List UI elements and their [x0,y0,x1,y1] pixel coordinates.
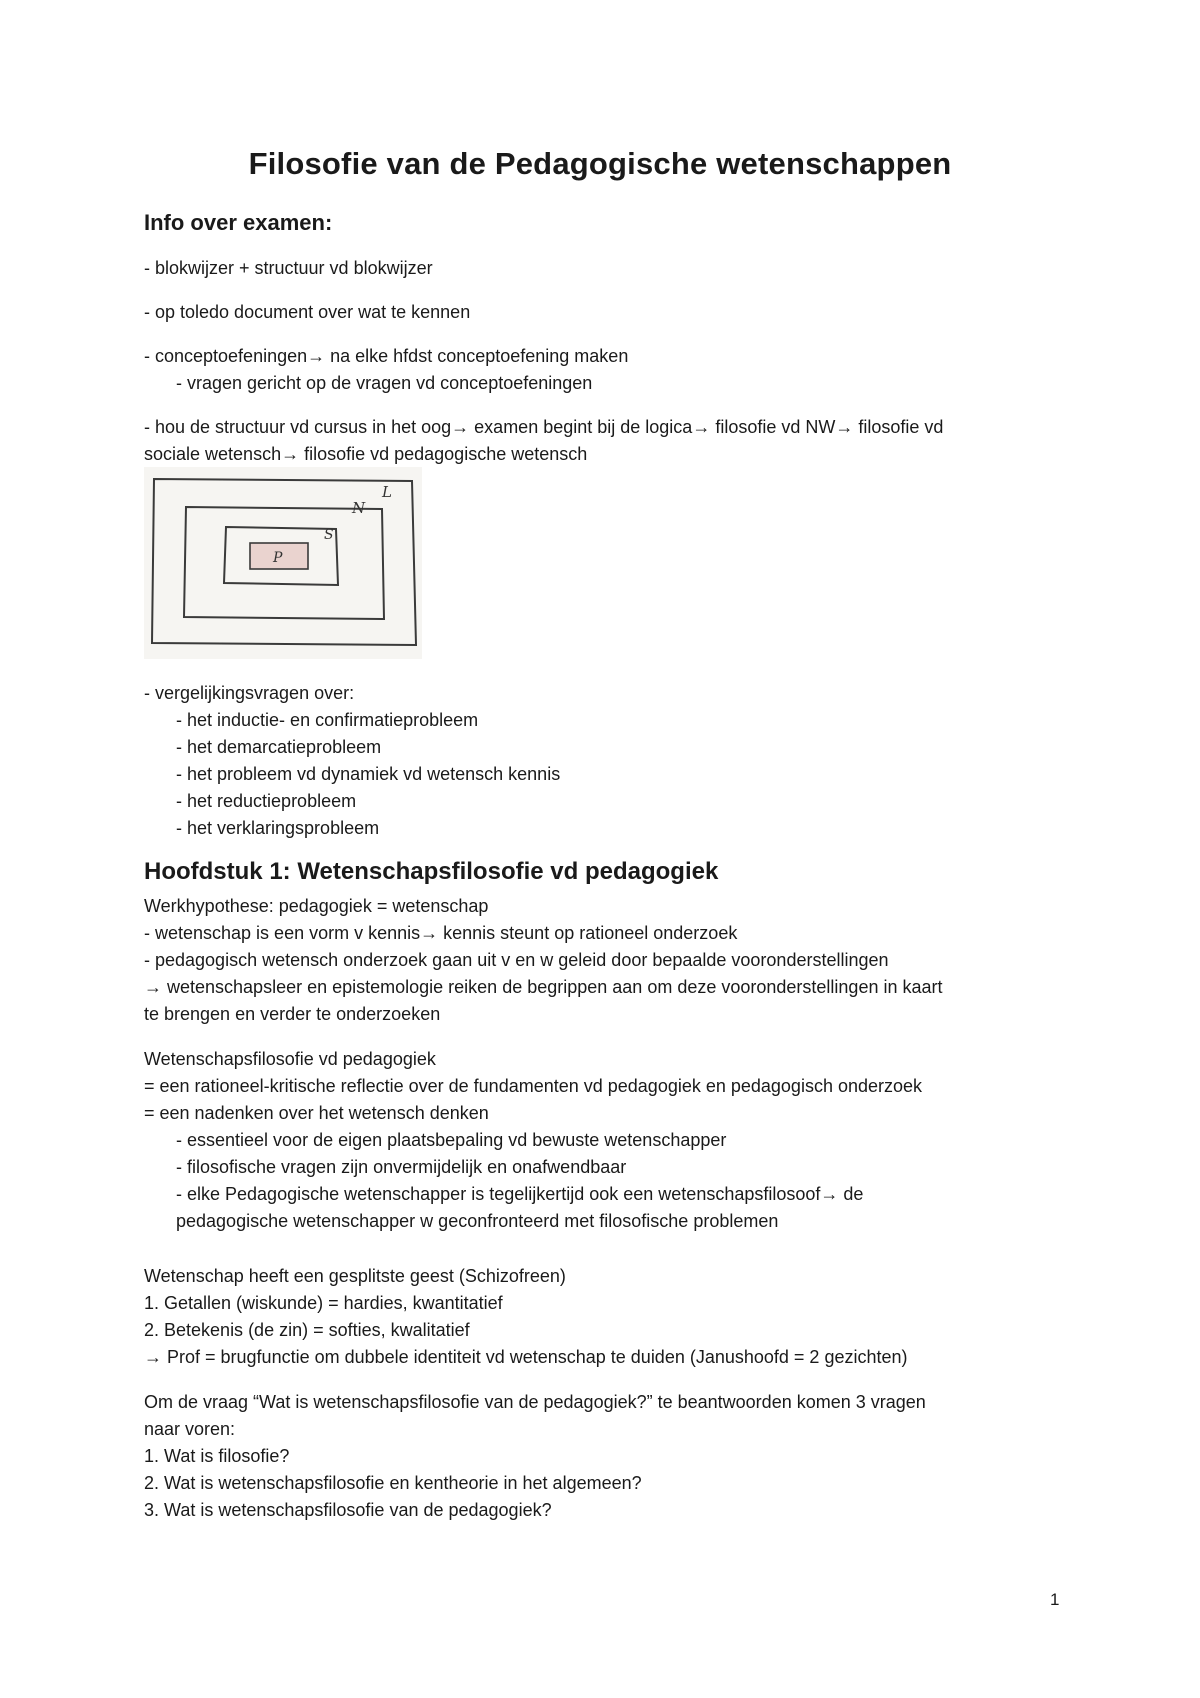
paragraph-line: - pedagogisch wetensch onderzoek gaan uit v en w geleid door bepaalde vooronderstellingen [144,950,889,970]
paragraph-line: → Prof = brugfunctie om dubbele identiteit vd wetenschap te duiden (Janushoofd = 2 gezichten) [144,1347,908,1367]
list-subitem: - het inductie- en confirmatieprobleem [176,710,479,730]
numbered-item: 2. Wat is wetenschapsfilosofie en kentheorie in het algemeen? [144,1473,642,1493]
nested-boxes-sketch [144,467,422,659]
paragraph-line: Werkhypothese: pedagogiek = wetenschap [144,896,489,916]
list-subitem: - het demarcatieprobleem [176,737,382,757]
numbered-item: 3. Wat is wetenschapsfilosofie van de pedagogiek? [144,1500,552,1520]
list-subitem: - essentieel voor de eigen plaatsbepaling vd bewuste wetenschapper [176,1130,727,1150]
list-item-continuation: sociale wetensch→ filosofie vd pedagogische wetensch [144,444,588,464]
paragraph-line: naar voren: [144,1419,236,1439]
sketch-svg [144,467,422,659]
page-number: 1 [1050,1590,1060,1609]
paragraph-line: Wetenschap heeft een gesplitste geest (Schizofreen) [144,1266,566,1286]
paragraph-line: te brengen en verder te onderzoeken [144,1004,441,1024]
list-subitem-continuation: pedagogische wetenschapper w geconfronteerd met filosofische problemen [176,1211,779,1231]
diagram-label-n: N [352,499,366,517]
list-subitem: - filosofische vragen zijn onvermijdelijk en onafwendbaar [176,1157,627,1177]
list-item: - op toledo document over wat te kennen [144,302,471,322]
document-title: Filosofie van de Pedagogische wetenschappen [248,146,952,181]
list-subitem: - elke Pedagogische wetenschapper is tegelijkertijd ook een wetenschapsfilosoof→ de [176,1184,864,1204]
diagram-label-p: P [273,550,283,566]
section-heading-exam-info: Info over examen: [144,210,333,235]
list-subitem: - het verklaringsprobleem [176,818,380,838]
numbered-item: 1. Wat is filosofie? [144,1446,290,1466]
paragraph-line: Om de vraag “Wat is wetenschapsfilosofie van de pedagogiek?” te beantwoorden komen 3 vragen [144,1392,926,1412]
chapter-heading: Hoofdstuk 1: Wetenschapsfilosofie vd pedagogiek [144,858,719,885]
numbered-item: 1. Getallen (wiskunde) = hardies, kwantitatief [144,1293,503,1313]
list-subitem: - het probleem vd dynamiek vd wetensch kennis [176,764,561,784]
paragraph-line: - wetenschap is een vorm v kennis→ kennis steunt op rationeel onderzoek [144,923,738,943]
numbered-item: 2. Betekenis (de zin) = softies, kwalitatief [144,1320,470,1340]
diagram-label-l: L [382,483,392,501]
paragraph-line: = een nadenken over het wetensch denken [144,1103,489,1123]
list-item: - hou de structuur vd cursus in het oog→ examen begint bij de logica→ filosofie vd NW→ filosofie vd [144,417,944,437]
paragraph-line: Wetenschapsfilosofie vd pedagogiek [144,1049,436,1069]
list-item: - vergelijkingsvragen over: [144,683,355,703]
list-item: - conceptoefeningen→ na elke hfdst conceptoefening maken [144,346,629,366]
list-item: - blokwijzer + structuur vd blokwijzer [144,258,433,278]
paragraph-line: → wetenschapsleer en epistemologie reiken de begrippen aan om deze vooronderstellingen in kaart [144,977,943,997]
paragraph-line: = een rationeel-kritische reflectie over de fundamenten vd pedagogiek en pedagogisch onderzoek [144,1076,923,1096]
diagram-label-s: S [324,527,334,543]
list-subitem: - het reductieprobleem [176,791,357,811]
list-subitem: - vragen gericht op de vragen vd conceptoefeningen [176,373,593,393]
